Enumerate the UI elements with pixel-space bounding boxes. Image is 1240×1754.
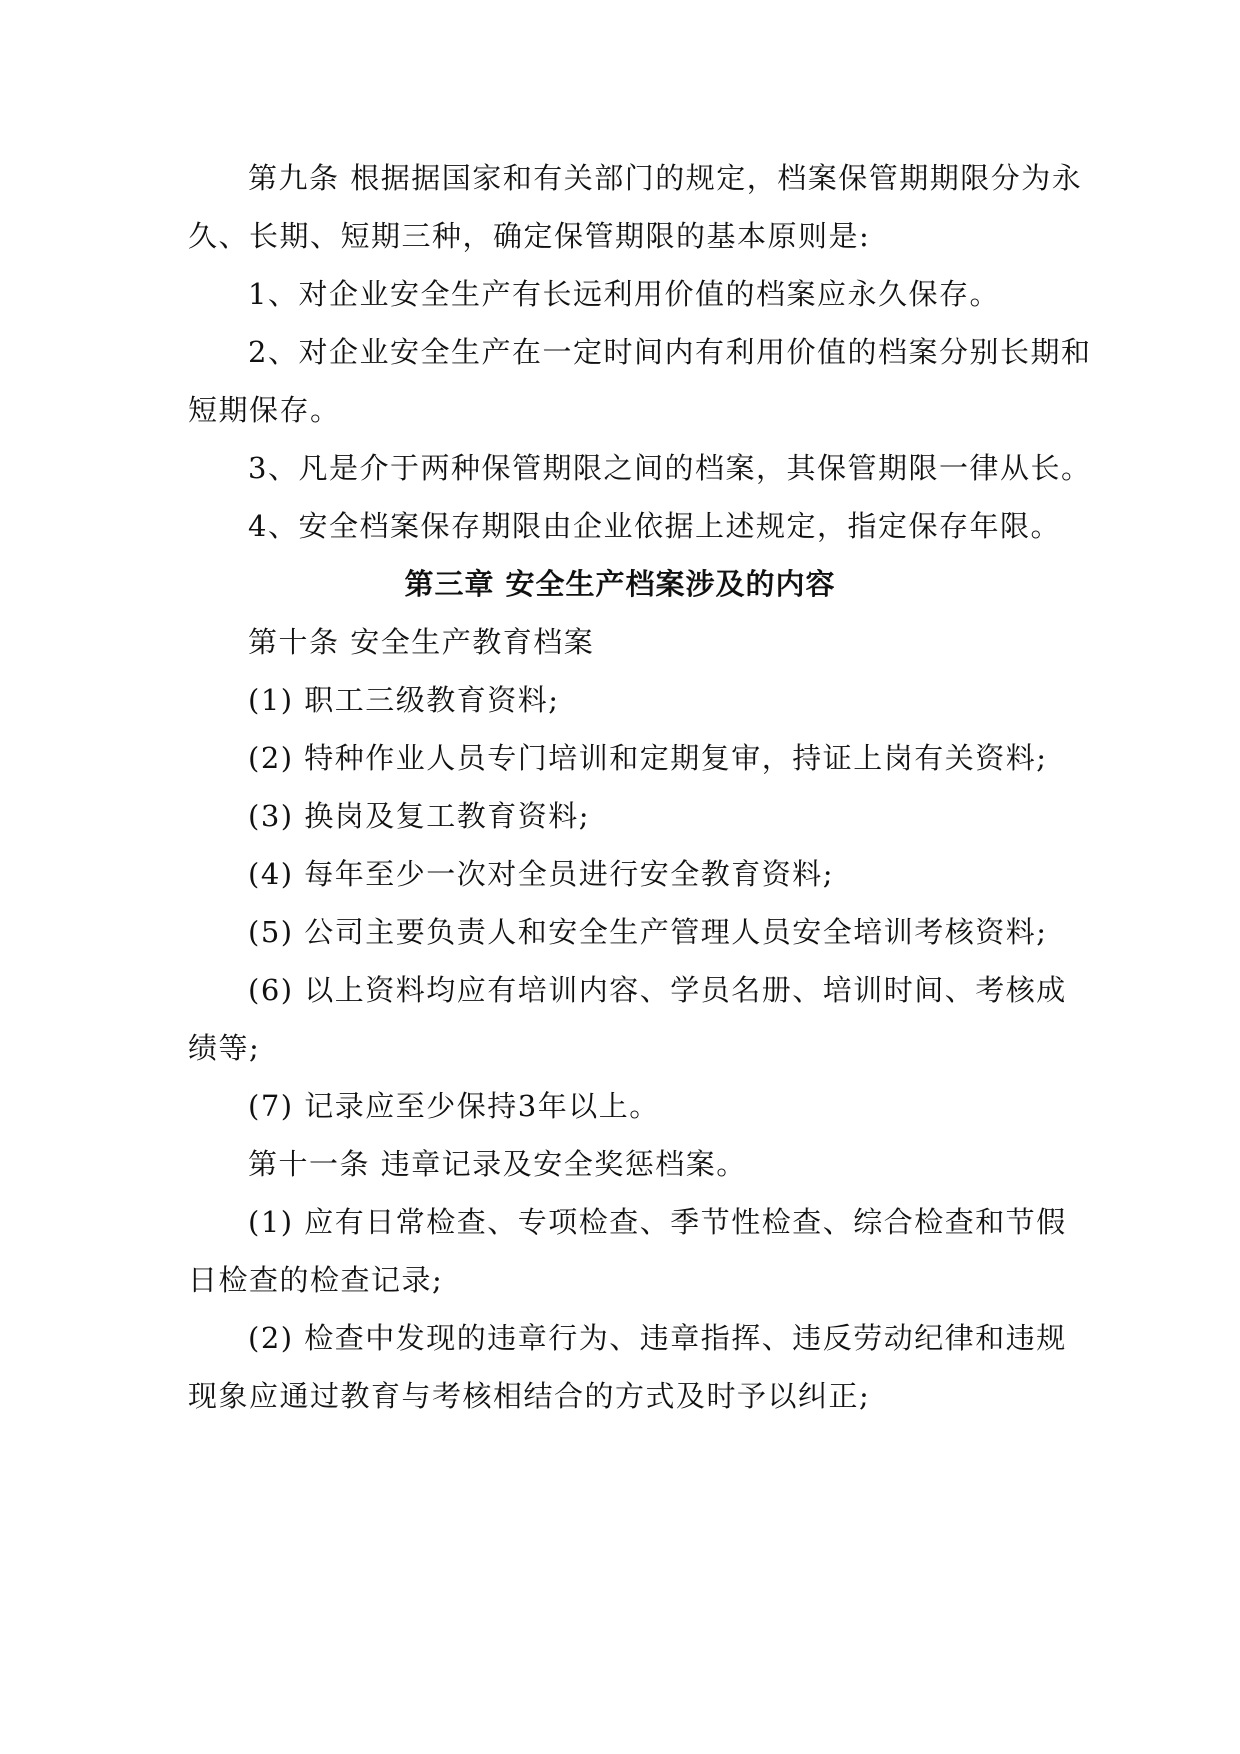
article-9-line-2: 久、长期、短期三种，确定保管期限的基本原则是: — [188, 219, 871, 253]
principle-3: 3、凡是介于两种保管期限之间的档案，其保管期限一律从长。 — [248, 451, 1092, 485]
article-11-title: 第十一条 违章记录及安全奖惩档案。 — [248, 1147, 747, 1181]
article-11-item-1-line-1: (1) 应有日常检查、专项检查、季节性检查、综合检查和节假 — [248, 1205, 1067, 1239]
article-10-item-4: (4) 每年至少一次对全员进行安全教育资料; — [248, 857, 835, 891]
article-10-item-3: (3) 换岗及复工教育资料; — [248, 799, 591, 833]
principle-2-line-2: 短期保存。 — [188, 393, 341, 427]
chapter-heading: 第三章 安全生产档案涉及的内容 — [404, 567, 836, 601]
article-10-item-1: (1) 职工三级教育资料; — [248, 683, 560, 717]
principle-1: 1、对企业安全生产有长远利用价值的档案应永久保存。 — [248, 277, 1000, 311]
article-10-item-6-line-1: (6) 以上资料均应有培训内容、学员名册、培训时间、考核成 — [248, 973, 1067, 1007]
article-11-item-1-line-2: 日检查的检查记录; — [188, 1263, 444, 1297]
article-10-title: 第十条 安全生产教育档案 — [248, 625, 595, 659]
article-10-item-2: (2) 特种作业人员专门培训和定期复审，持证上岗有关资料; — [248, 741, 1048, 775]
article-10-item-7: (7) 记录应至少保持3年以上。 — [248, 1089, 660, 1123]
article-11-item-2-line-2: 现象应通过教育与考核相结合的方式及时予以纠正; — [188, 1379, 871, 1413]
principle-2-line-1: 2、对企业安全生产在一定时间内有利用价值的档案分别长期和 — [248, 335, 1092, 369]
article-10-item-6-line-2: 绩等; — [188, 1031, 261, 1065]
article-11-item-2-line-1: (2) 检查中发现的违章行为、违章指挥、违反劳动纪律和违规 — [248, 1321, 1067, 1355]
article-10-item-5: (5) 公司主要负责人和安全生产管理人员安全培训考核资料; — [248, 915, 1048, 949]
principle-4: 4、安全档案保存期限由企业依据上述规定，指定保存年限。 — [248, 509, 1061, 543]
article-9-line-1: 第九条 根据据国家和有关部门的规定，档案保管期期限分为永 — [248, 161, 1083, 195]
